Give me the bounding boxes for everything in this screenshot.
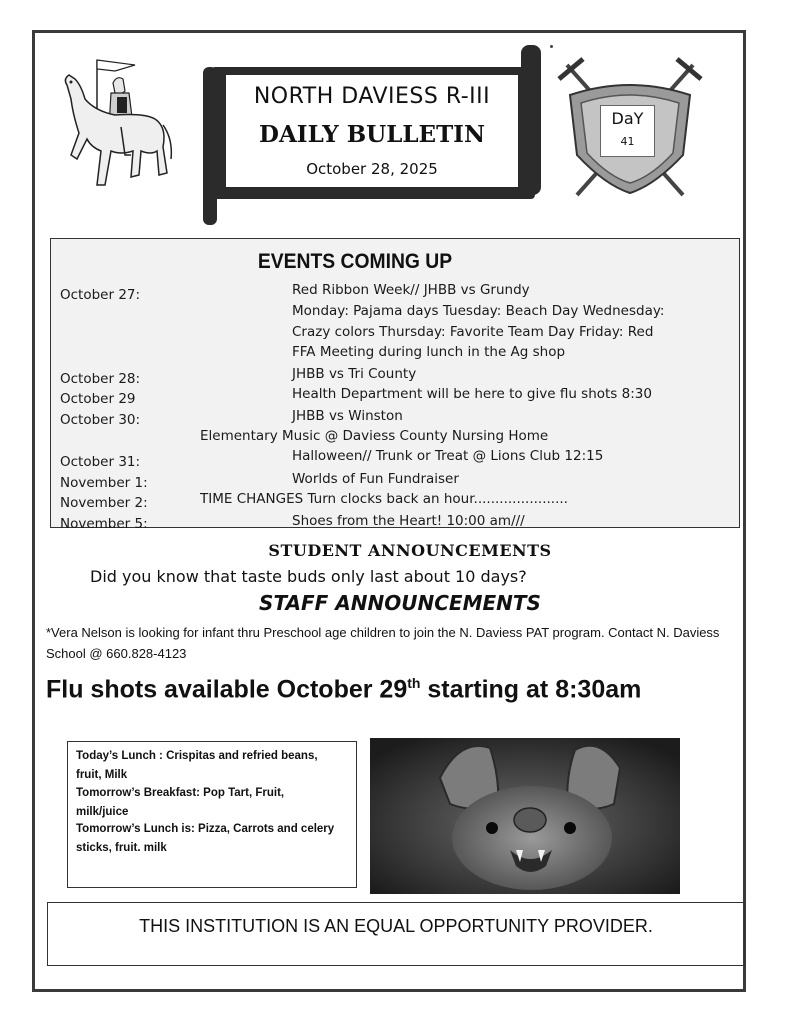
student-announcement: Did you know that taste buds only last about 10 days?	[90, 567, 527, 586]
event-date: October 29	[60, 391, 136, 407]
event-description: JHBB vs Winston	[292, 408, 403, 424]
knight-illustration	[55, 55, 175, 205]
event-date: November 5:	[60, 516, 148, 532]
day-number: 41	[620, 135, 635, 148]
events-title: EVENTS COMING UP	[257, 250, 453, 273]
bulletin-title: DAILY BULLETIN	[259, 121, 485, 148]
event-description: Monday: Pajama days Tuesday: Beach Day Wednesday:	[292, 303, 665, 319]
event-date: October 30:	[60, 412, 141, 428]
event-description: JHBB vs Tri County	[292, 366, 417, 382]
event-description: Worlds of Fun Fundraiser	[292, 471, 459, 487]
event-date: October 31:	[60, 454, 141, 470]
event-date: November 1:	[60, 475, 148, 491]
event-date: October 28:	[60, 371, 141, 387]
event-date: November 2:	[60, 495, 148, 511]
menu-line: Today’s Lunch : Crispitas and refried beans,	[76, 750, 318, 762]
day-counter-box	[600, 105, 655, 157]
student-announcements-title: STUDENT ANNOUNCEMENTS	[268, 541, 552, 560]
day-label: DaY	[611, 109, 644, 128]
flu-notice-tail: starting at 8:30am	[420, 675, 642, 704]
flu-notice-main: Flu shots available October 29	[46, 675, 408, 704]
event-description: Shoes from the Heart! 10:00 am///	[292, 513, 525, 529]
school-name: NORTH DAVIESS R-III	[253, 84, 491, 109]
staff-announcement: *Vera Nelson is looking for infant thru Preschool age children to join the N. Daviess PAT program. Contact N. Daviess School @ 660.828-4123	[46, 625, 720, 661]
staff-announcements-title: STAFF ANNOUNCEMENTS	[259, 591, 541, 615]
menu-line: sticks, fruit. milk	[76, 842, 167, 854]
menu-line: milk/juice	[76, 806, 129, 818]
event-description: Halloween// Trunk or Treat @ Lions Club 12:15	[292, 448, 604, 464]
event-description: Health Department will be here to give flu shots 8:30	[292, 386, 652, 402]
event-description: Red Ribbon Week// JHBB vs Grundy	[292, 282, 530, 298]
menu-line: Tomorrow’s Lunch is: Pizza, Carrots and celery	[76, 823, 335, 835]
event-date: October 27:	[60, 287, 141, 303]
event-description: FFA Meeting during lunch in the Ag shop	[292, 344, 566, 360]
flu-shot-notice	[46, 675, 641, 704]
flu-notice-superscript: th	[407, 675, 421, 691]
menu-line: fruit, Milk	[76, 769, 128, 781]
bulletin-date: October 28, 2025	[306, 160, 438, 178]
bat-photo	[370, 738, 680, 894]
event-description: Elementary Music @ Daviess County Nursing Home	[200, 428, 549, 444]
event-description: Crazy colors Thursday: Favorite Team Day Friday: Red	[292, 324, 654, 340]
event-description: TIME CHANGES Turn clocks back an hour......................	[200, 491, 568, 507]
menu-line: Tomorrow’s Breakfast: Pop Tart, Fruit,	[76, 787, 285, 799]
equal-opportunity-statement: THIS INSTITUTION IS AN EQUAL OPPORTUNITY PROVIDER.	[139, 916, 653, 936]
title-block	[226, 74, 518, 186]
speck	[550, 45, 553, 48]
